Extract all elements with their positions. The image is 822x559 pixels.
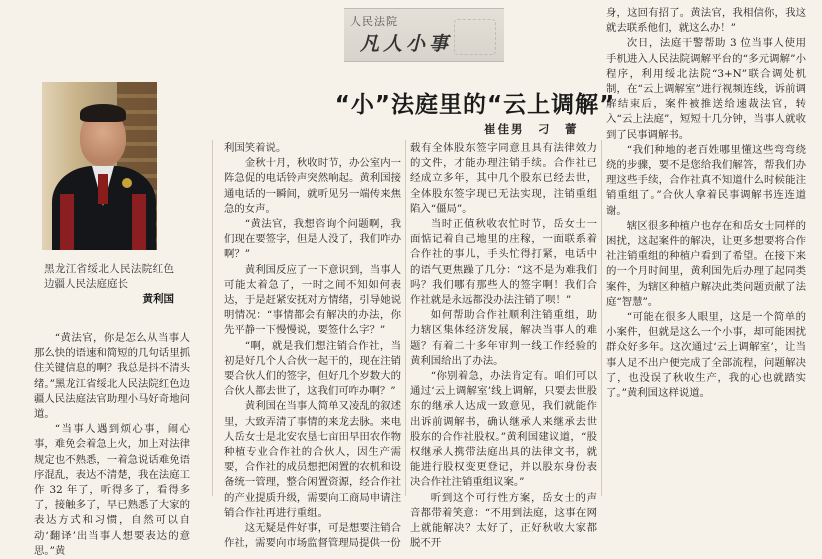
paragraph: “你别着急，办法肯定有。咱们可以通过‘云上调解室’线上调解，只要去世股东的继承人达成一致意见，我们就能作出诉前调解书，确认继承人来继承去世股东的合作社股权。”黄利国建议道，“股权继承人携带法庭出具的法律文书，就能进行股权变更登记，并以股东身份表决合作社注销重组议案。”: [410, 370, 597, 489]
column-divider: [405, 140, 406, 496]
paragraph: “可能在很多人眼里，这是一个简单的小案件，但就是这么一个小事，却可能困扰群众好多年。这次通过‘云上调解室’，让当事人足不出户便完成了全部流程，问题解决了，也没误了秋收生产，我的心也就踏实了。”黄利国这样说道。: [606, 311, 806, 400]
paragraph: 次日，法庭干警帮助 3 位当事人使用手机进入人民法院调解平台的“多元调解”小程序，利用绥北法院“3+N”联合调处机制，在“云上调解室”进行视频连线，诉前调解结束后，案件被推送给速裁法官，转入“云上法庭”，短短十几分钟，当事人就收到了民事调解书。: [606, 37, 806, 141]
paragraph: 黄利国反应了一下意识到，当事人可能太着急了，一时之间不知如何表达，于是赶紧安抚对方情绪，引导她说明情况：“事情都会有解决的办法，你先平静一下慢慢说，要签什么字？”: [224, 263, 401, 337]
portrait-photo: [42, 82, 157, 250]
article-column-2: [224, 141, 401, 551]
paragraph: 载有全体股东签字同意且具有法律效力的文件，才能办理注销手续。合作社已经成立多年，其中几个股东已经去世，全体股东签字现已无法实现，注销重组陷入“僵局”。: [410, 142, 597, 215]
article-column-3: [410, 141, 597, 551]
paragraph: 金秋十月，秋收时节，办公室内一阵急促的电话铃声突然响起。黄利国接通电话的一瞬间，就听见另一端传来焦急的女声。: [224, 157, 401, 215]
article-column-1: [34, 331, 190, 559]
masthead-decoration: [454, 19, 496, 55]
column-divider: [601, 140, 602, 496]
article-byline: 崔佳男 刁 蕾: [484, 122, 579, 136]
column-masthead: [344, 8, 504, 62]
paragraph: “黄法官，我想咨询个问题啊，我们现在要签字，但是人没了，我们咋办啊？”: [224, 218, 401, 261]
column-divider: [212, 140, 213, 496]
paragraph: 身，这回有招了。黄法官，我相信你，我这就去联系他们，就这么办！”: [606, 7, 806, 35]
paragraph: 如何帮助合作社顺利注销重组，助力辖区集体经济发展，解决当事人的难题？有着二十多年审判一线工作经验的黄利国给出了办法。: [410, 309, 597, 367]
caption-name: 黄利国: [142, 293, 174, 305]
paragraph: 当时正值秋收农忙时节，岳女士一面惦记着自己地里的庄稼，一面联系着合作社的事儿，手头忙得打紧，电话中的语气更焦躁了几分：“这不是为难我们吗？我们哪有那些人的签字啊！我们合作社就是永远都没办法注销了呗！”: [410, 218, 597, 307]
paragraph: “黄法官，你是怎么从当事人那么快的语速和简短的几句话里抓住关键信息的啊？我总是抖不清头绪。”黑龙江省绥北人民法院红色边疆人民法庭法官助理小马好奇地问道。: [34, 332, 190, 421]
masthead-newspaper-name: 人民法院: [350, 15, 398, 28]
paragraph: 黄利国在当事人简单又凌乱的叙述里，大致弄清了事情的来龙去脉。来电人岳女士是北安农垦七亩田早田农作物种植专业合作社的合伙人，因生产需要，合作社的成员想把闲置的农机和设备统一管理，整合闲置资源，经合作社的产业提质升级，需要向工商局申请注销合作社再进行重组。: [224, 400, 401, 519]
paragraph: 听到这个可行性方案，岳女士的声音都带着笑意：“不用到法庭，这事在网上就能解决？太好了，正好秋收大家都脱不开: [410, 491, 597, 550]
paragraph: 利国笑着说。: [224, 142, 287, 154]
paragraph: “当事人遇到烦心事，闹心事，难免会着急上火，加上对法律规定也不熟悉，一着急说话难免语序混乱，表达不清楚，我在法庭工作 32 年了，听得多了，看得多了，接触多了，早已熟悉了大家的表达方式和习惯，自然可以自动‘翻译’出当事人想要表达的意思。”黄: [34, 423, 190, 557]
photo-caption: [44, 262, 174, 307]
masthead-column-name: 凡人小事: [360, 33, 453, 55]
paragraph: “我们种地的老百姓哪里懂这些弯弯绕绕的步骤，要不是您给我们解答，帮我们办理这些手续，合作社真不知道什么时候能注销重组了。”合伙人拿着民事调解书连连道谢。: [606, 143, 806, 217]
paragraph: 辖区很多种植户也存在和岳女士同样的困扰，这起案件的解决，让更多想要将合作社注销重组的种植户看到了希望。在接下来的一个月时间里，黄利国先后办理了起同类案件，为辖区种植户解决此类问题贡献了法庭“智慧”。: [606, 219, 806, 308]
article-title: “小”法庭里的“云上调解”: [334, 92, 616, 118]
caption-text: 黑龙江省绥北人民法院红色边疆人民法庭庭长: [44, 263, 174, 290]
paragraph: 这无疑是件好事，可是想要注销合作社，需要向市场监督管理局提供一份: [224, 522, 401, 550]
article-column-4: [606, 6, 806, 401]
paragraph: “啊，就是我们想注销合作社，当初是好几个人合伙一起干的，现在注销要合伙人们的签字，但好几个岁数大的合伙人都去世了，这我们可咋办啊？”: [224, 339, 401, 398]
